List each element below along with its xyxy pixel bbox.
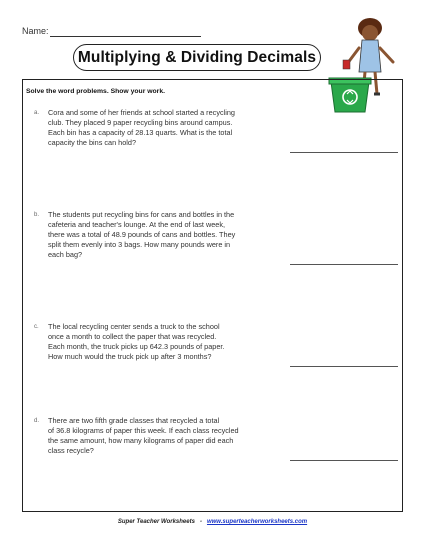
problem-line: the same amount, how many kilograms of paper did each — [48, 436, 234, 445]
problem-line: class recycle? — [48, 446, 94, 455]
problem-c — [48, 322, 266, 362]
problem-d — [48, 416, 266, 456]
problem-b — [48, 210, 266, 260]
problem-line: There are two fifth grade classes that recycled a total — [48, 416, 220, 425]
directions: Solve the word problems. Show your work. — [26, 88, 165, 95]
problem-line: once a month to collect the paper that was recycled. — [48, 332, 217, 341]
problem-line: split them evenly into 3 bags. How many pounds were in — [48, 240, 231, 249]
problem-line: club. They placed 9 paper recycling bins around campus. — [48, 118, 233, 127]
problem-line: each bag? — [48, 250, 83, 259]
footer-brand: Super Teacher Worksheets — [117, 519, 195, 525]
problem-marker: c. — [34, 324, 39, 330]
bottom-rule — [22, 511, 403, 512]
answer-line-c[interactable] — [290, 366, 398, 367]
left-rule — [22, 79, 23, 511]
problem-line: of 36.8 kilograms of paper this week. If each class recycled — [48, 426, 239, 435]
problem-line: cafeteria and teacher's lounge. At the end of last week, — [48, 220, 226, 229]
problem-line: Each month, the truck picks up 642.3 pounds of paper. — [48, 342, 225, 351]
name-label: Name: — [22, 26, 49, 36]
name-blank-line — [50, 36, 201, 37]
problem-marker: a. — [34, 110, 40, 116]
footer-url-link[interactable]: www.superteacherworksheets.com — [206, 519, 308, 525]
title-banner — [73, 44, 321, 71]
problem-line: The local recycling center sends a truck to the school — [48, 322, 220, 331]
problem-line: How much would the truck pick up after 3 months? — [48, 352, 212, 361]
answer-line-a[interactable] — [290, 152, 398, 153]
footer — [0, 519, 425, 525]
worksheet-title: Multiplying & Dividing Decimals — [77, 48, 317, 66]
problem-line: capacity the bins can hold? — [48, 138, 137, 147]
footer-separator: - — [199, 519, 202, 525]
problem-line: there was a total of 48.9 pounds of cans and bottles. They — [48, 230, 236, 239]
problem-line: Cora and some of her friends at school started a recycling — [48, 108, 235, 117]
top-rule — [22, 79, 402, 80]
problem-a — [48, 108, 266, 148]
answer-line-b[interactable] — [290, 264, 398, 265]
problem-line: The students put recycling bins for cans and bottles in the — [48, 210, 235, 219]
problem-line: Each bin has a capacity of 28.13 quarts. What is the total — [48, 128, 233, 137]
problem-marker: d. — [34, 418, 40, 424]
problem-marker: b. — [34, 212, 40, 218]
right-rule — [402, 79, 403, 511]
answer-line-d[interactable] — [290, 460, 398, 461]
